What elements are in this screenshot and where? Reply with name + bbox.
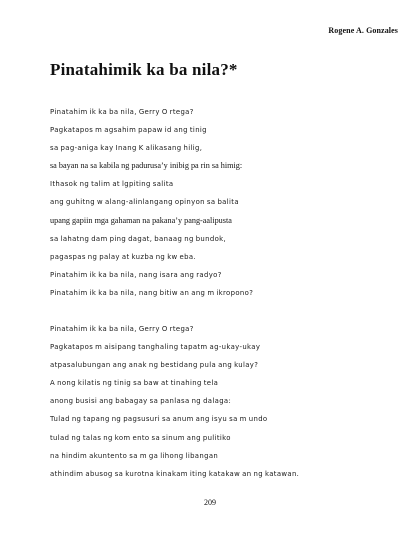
poem-line: na hindim akuntento sa m ga lihong libangan [50,451,219,460]
poem-line: sa bayan na sa kabila ng padurusa’y inibig pa rin sa himig: [50,161,243,171]
poem-line: pagaspas ng palay at kuzba ng kw eba. [50,252,196,261]
poem-line: atpasalubungan ang anak ng bestidang pula ang kulay? [50,361,259,370]
poem-line: Tulad ng tapang ng pagsusuri sa anum ang isyu sa m undo [50,415,268,424]
poem-line: Pinatahim ik ka ba nila, nang bitiw an ang m ikropono? [50,288,254,297]
poem-line: tulad ng talas ng kom ento sa sinum ang pulitiko [50,433,231,442]
poem-title: Pinatahimik ka ba nila?* [50,60,238,79]
poem-line: Ithasok ng talim at lgpiting salita [50,180,174,189]
poem-line: sa pag-aniga kay Inang K alikasang hilig, [50,144,203,153]
page-number: 209 [204,498,216,507]
stanza-2 [50,320,299,483]
poem-line: Pinatahim ik ka ba nila, nang isara ang radyo? [50,270,222,279]
poem-line: upang gapiin mga gahaman na pakana’y pang-aalipusta [50,215,232,225]
poem-line: Pinatahim ik ka ba nila, Gerry O rtega? [50,108,194,116]
poem-line: ang guhitng w alang-alinlangang opinyon sa balita [50,198,239,207]
poem-line: anong busisi ang babagay sa panlasa ng dalaga: [50,397,232,406]
stanza-1 [50,103,253,302]
author-name: Rogene A. Gonzales [328,26,398,35]
poem-line: athindim abusog sa kurotna kinakam iting katakaw an ng katawan. [50,469,300,478]
poem-line: Pagkatapos m aisipang tanghaling tapatm ag-ukay-ukay [50,343,261,352]
poem-line: A nong kilatis ng tinig sa baw at tinahing tela [50,379,219,388]
poem-line: sa lahatng dam ping dagat, banaag ng bundok, [50,234,227,243]
poem-line: Pinatahim ik ka ba nila, Gerry O rtega? [50,325,194,333]
poem-line: Pagkatapos m agsahim papaw id ang tinig [50,126,207,135]
